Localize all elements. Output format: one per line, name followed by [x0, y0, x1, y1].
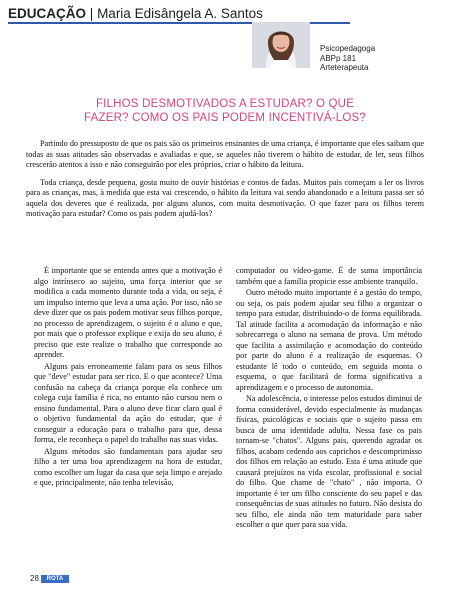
author-name: Maria Edisângela A. Santos — [97, 6, 263, 21]
section-name: EDUCAÇÃO — [8, 6, 87, 21]
magazine-logo — [41, 575, 69, 583]
article-intro — [26, 139, 424, 227]
credential-line: Arteterapeuta — [320, 63, 369, 72]
body-paragraph: computador ou vídeo-game. É de suma importância também que a família propicie esse ambiente tranquilo. — [236, 266, 422, 286]
body-paragraph: Na adolescência, o interesse pelos estudos diminui de forma considerável, devido especialmente às mudanças físicas, psicológicas e sociais que o sujeito passa em busca de uma identidade adulta. Nessa fase os pais tornam-se "chatos". Alguns pais, querendo agradar os filhos, acabam cedendo aos caprichos e descomprimisso dos filhos em relação ao estudo. Esta é uma atitude que causará prejuízos na vida escolar, profissional e social do filho. Que chame de "chato" , não importa. O importante é ter um filho consciente do seu papel e das consequências de suas atitudes no futuro. Não desista do seu filho, ele ainda não tem maturidade para saber escolher o que quer para sua vida. — [236, 394, 422, 529]
author-photo — [252, 22, 310, 68]
headline-line-1: FILHOS DESMOTIVADOS A ESTUDAR? O QUE — [95, 98, 355, 110]
body-paragraph: Alguns métodos são fundamentais para ajudar seu filho a ter uma boa aprendizagem na hora de estudar, como escolher um lugar da casa que seja limpo e arejado e que, principalmente, não tenha televisão, — [34, 446, 222, 487]
right-column — [236, 266, 422, 532]
intro-paragraph: Toda criança, desde pequena, gosta muito de ouvir histórias e contos de fadas. Muitos pais começam a ler os livros para as crianças, mas, à medida que esta vai crescendo, o hábito da leitura vai sendo abandonado e a leitura passa ser só aquela dos deveres que é realizada, por alguns alunos, com muita desmotivação. O que fazer para os filhos terem motivação para estudar? Como os pais podem ajudá-los? — [26, 177, 424, 218]
body-paragraph: Alguns pais erroneamente falam para os seus filhos que "deve" estudar para ser rico. E o que acontece? Uma confusão na cabeça da criança porque ela conhece um colega cuja família é rica, no entanto não cursou nem o ensino fundamental. Para o aluno deve ficar claro qual é o objetivo fundamental da ação do estudar, que é conseguir a educação para o trabalho para que, dessa forma, ele reconheça o papel do trabalho nas suas vidas. — [34, 361, 222, 444]
magazine-logo-text: ROTA — [46, 575, 64, 582]
article-headline — [60, 97, 390, 125]
author-credentials — [320, 44, 375, 73]
header-separator: | — [89, 6, 94, 21]
credential-line: Psicopedagoga — [320, 44, 376, 53]
headline-line-2: FAZER? COMO OS PAIS PODEM INCENTIVÁ-LOS? — [84, 112, 366, 124]
page-footer — [30, 574, 69, 583]
section-header — [8, 6, 263, 21]
left-column — [34, 266, 222, 490]
intro-paragraph: Partindo do pressuposto de que os pais são os primeiros ensinantes de uma criança, é importante que eles saibam que todas as suas atitudes são observadas e avaliadas e que, se aqueles não tiverem o hábito de estudar, de ler, seus filhos crescerão atentos a isso e não conseguirão por eles próprios, criar o hábito da leitura. — [26, 139, 424, 169]
credential-line: ABPp 181 — [320, 53, 357, 63]
page-number: 28 — [30, 574, 39, 583]
body-paragraph: É importante que se entenda antes que a motivação é algo intrínseco ao sujeito, uma força interior que se modifica a cada momento durante toda a vida, ou seja, é um impulso interno que leva a uma ação. Por isso, não se deve dizer que os pais podem motivar seus filhos porque, no processo de aprendizagem, o sujeito é o aluno e que, por mais que o professor explique e exija do seu aluno, é preciso que este realize o trabalho que corresponde ao aprender. — [34, 266, 222, 359]
body-paragraph: Outro método muito importante é a gestão do tempo, ou seja, os pais podem ajudar seu filho a organizar o tempo para estudar, distribuindo-o de forma equilibrada. Tal atitude facilita a acomodação da informação e não sobrecarrega o aluno na semana de prova. Um método que facilita a assimilação e acomodação do conteúdo por parte do aluno é a realização de esquemas. O estudante lê todo o conteúdo, em seguida monta o esquema, o que facilitará de forma significativa a aprendizagem e o processo de autonomia. — [236, 288, 422, 392]
